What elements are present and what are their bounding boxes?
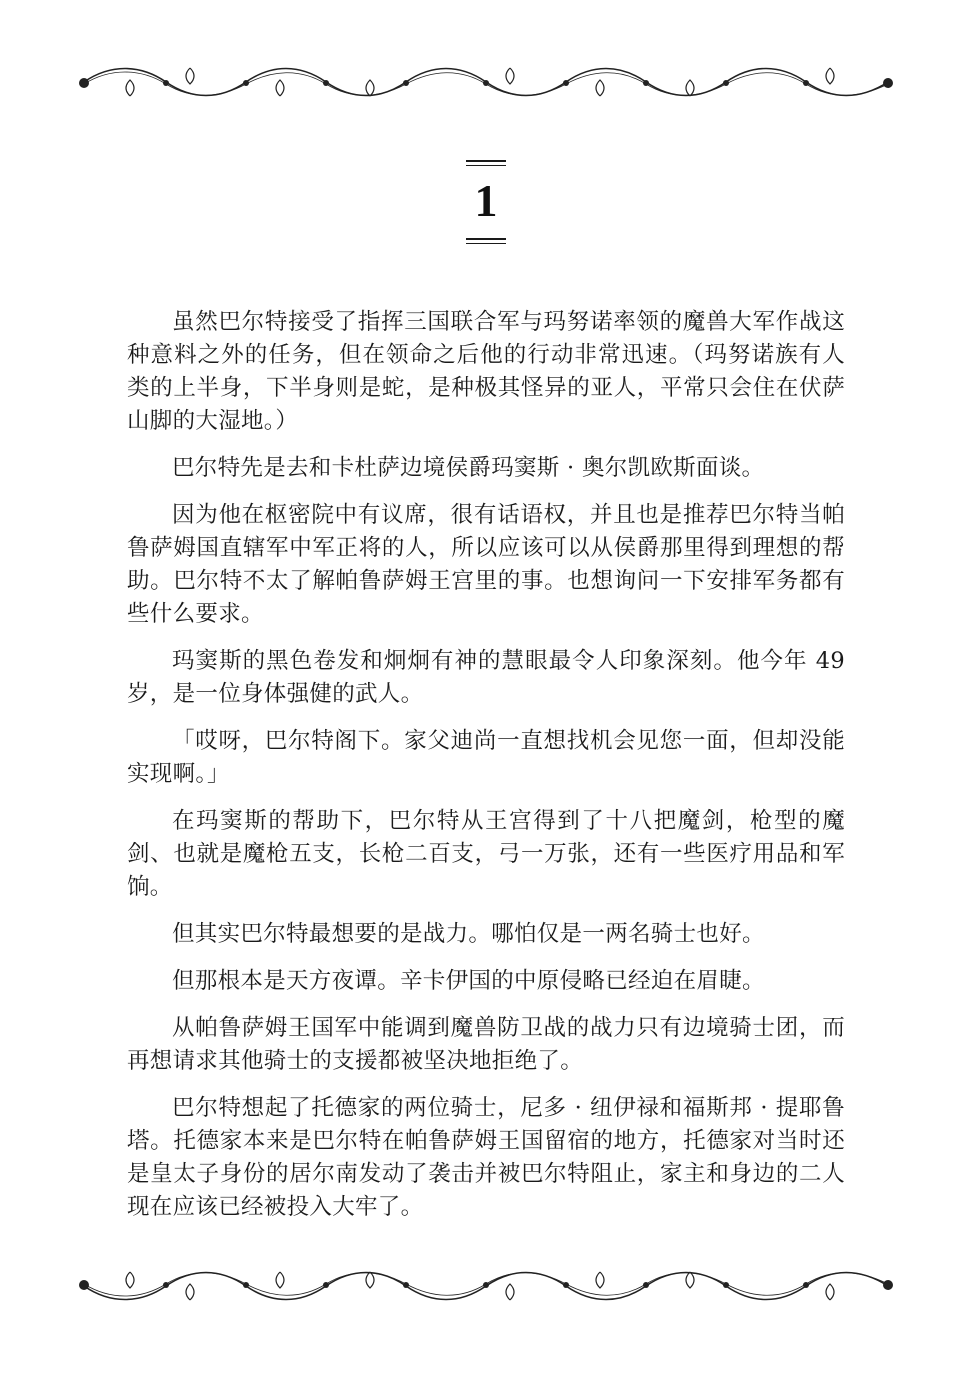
paragraph: 虽然巴尔特接受了指挥三国联合军与玛努诺率领的魔兽大军作战这种意料之外的任务，但在领命之后他的行动非常迅速。（玛努诺族有人类的上半身，下半身则是蛇，是种极其怪异的亚人，平常只会住在伏萨山脚的大湿地。）: [127, 309, 845, 434]
paragraph: 但其实巴尔特最想要的是战力。哪怕仅是一两名骑士也好。: [172, 921, 765, 947]
chapter-body: [127, 306, 845, 1238]
top-ornament-border: [70, 58, 902, 106]
paragraph: 但那根本是天方夜谭。辛卡伊国的中原侵略已经迫在眉睫。: [172, 968, 765, 994]
chapter-rule-top: [466, 160, 506, 166]
paragraph: 巴尔特先是去和卡杜萨边境侯爵玛窦斯 · 奥尔凯欧斯面谈。: [172, 455, 765, 481]
chapter-number: 1: [474, 175, 498, 226]
paragraph: 巴尔特想起了托德家的两位骑士，尼多 · 纽伊禄和福斯邦 · 提耶鲁塔。托德家本来是巴尔特在帕鲁萨姆王国留宿的地方，托德家对当时还是皇太子身份的居尔南发动了袭击并被巴尔特阻止，家主和身边的二人现在应该已经被投入大牢了。: [127, 1095, 845, 1220]
paragraph: 从帕鲁萨姆王国军中能调到魔兽防卫战的战力只有边境骑士团，而再想请求其他骑士的支援都被坚决地拒绝了。: [127, 1015, 845, 1074]
chapter-heading: [0, 160, 972, 244]
paragraph: 「哎呀，巴尔特阁下。家父迪尚一直想找机会见您一面，但却没能实现啊。」: [127, 728, 845, 787]
chapter-rule-bottom: [466, 238, 506, 244]
paragraph: 在玛窦斯的帮助下，巴尔特从王宫得到了十八把魔剑，枪型的魔剑、也就是魔枪五支，长枪二百支，弓一万张，还有一些医疗用品和军饷。: [127, 808, 845, 900]
paragraph: 玛窦斯的黑色卷发和炯炯有神的慧眼最令人印象深刻。他今年 49 岁，是一位身体强健的武人。: [127, 648, 845, 707]
paragraph: 因为他在枢密院中有议席，很有话语权，并且也是推荐巴尔特当帕鲁萨姆国直辖军中军正将的人，所以应该可以从侯爵那里得到理想的帮助。巴尔特不太了解帕鲁萨姆王宫里的事。也想询问一下安排军务都有些什么要求。: [127, 502, 845, 627]
bottom-ornament-border: [70, 1262, 902, 1310]
